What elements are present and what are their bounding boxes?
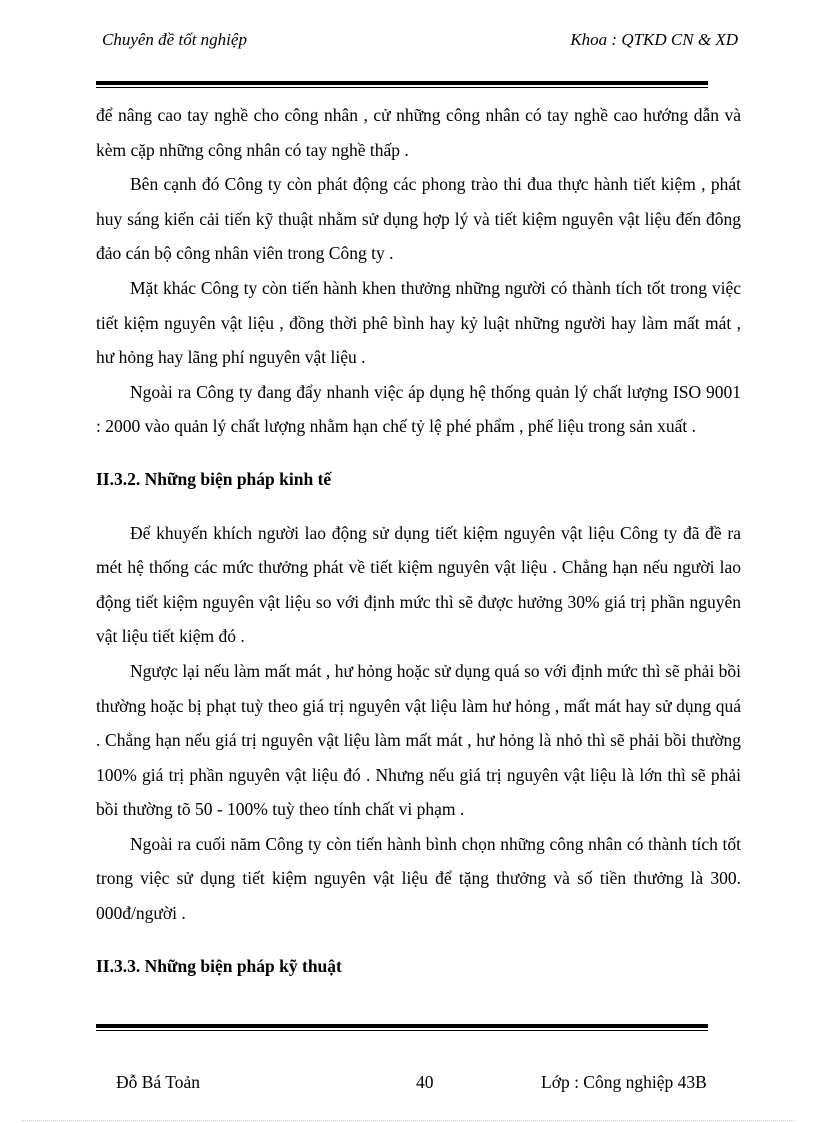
page-footer [0, 1072, 816, 1098]
paragraph-3: Mặt khác Công ty còn tiến hành khen thưởng những người có thành tích tốt trong việc tiết kiệm nguyên vật liệu , đồng thời phê bình hay kỷ luật những người hay làm mất mát , hư hỏng hay lãng phí nguyên vật liệu . [96, 277, 741, 368]
page-header [100, 30, 738, 56]
paragraph-1: để nâng cao tay nghề cho công nhân , cử những công nhân có tay nghề cao hướng dẫn và kèm cặp những công nhân có tay nghề thấp . [96, 105, 741, 160]
paragraph-6: Ngược lại nếu làm mất mát , hư hỏng hoặc sử dụng quá so với định mức thì sẽ phải bồi thường hoặc bị phạt tuỳ theo giá trị nguyên vật liệu làm hư hỏng , mất mát hay sử dụng quá . Chẳng hạn nếu giá trị nguyên vật liệu làm mất mát , hư hỏng là nhỏ thì sẽ phải bồi thường 100% giá trị phần nguyên vật liệu đó . Nhưng nếu giá trị nguyên vật liệu là lớn thì sẽ phải bồi thường tõ 50 - 100% tuỳ theo tính chất vi phạm . [96, 660, 741, 820]
footer-divider [96, 1024, 708, 1031]
header-title: Chuyên đề tốt nghiệp [102, 30, 247, 49]
paragraph-7: Ngoài ra cuối năm Công ty còn tiến hành bình chọn những công nhân có thành tích tốt trong việc sử dụng tiết kiệm nguyên vật liệu để tặng thưởng và số tiền thưởng là 300. 000đ/người . [96, 833, 741, 924]
section-heading-technical: II.3.3. Những biện pháp kỹ thuật [96, 955, 342, 976]
section-heading-economic: II.3.2. Những biện pháp kinh tế [96, 468, 332, 489]
document-body [96, 98, 741, 1002]
footer-author: Đỗ Bá Toản [116, 1072, 200, 1092]
paragraph-5: Để khuyến khích người lao động sử dụng tiết kiệm nguyên vật liệu Công ty đã đề ra mét hệ thống các mức thưởng phát về tiết kiệm nguyên vật liệu . Chẳng hạn nếu người lao động tiết kiệm nguyên vật liệu so với định mức thì sẽ được hưởng 30% giá trị phần nguyên vật liệu tiết kiệm đó . [96, 522, 741, 647]
header-divider [96, 81, 708, 88]
paragraph-2: Bên cạnh đó Công ty còn phát động các phong trào thi đua thực hành tiết kiệm , phát huy sáng kiến cải tiến kỹ thuật nhằm sử dụng hợp lý và tiết kiệm nguyên vật liệu đến đông đảo cán bộ công nhân viên trong Công ty . [96, 174, 741, 264]
paragraph-4: Ngoài ra Công ty đang đẩy nhanh việc áp dụng hệ thống quản lý chất lượng ISO 9001 : 2000 vào quản lý chất lượng nhằm hạn chế tỷ lệ phé phẩm , phế liệu trong sản xuất . [96, 381, 741, 437]
header-faculty: Khoa : QTKD CN & XD [570, 30, 738, 49]
page-edge-line [22, 1120, 794, 1121]
footer-class: Lớp : Công nghiệp 43B [541, 1072, 707, 1092]
page-number: 40 [416, 1072, 434, 1092]
